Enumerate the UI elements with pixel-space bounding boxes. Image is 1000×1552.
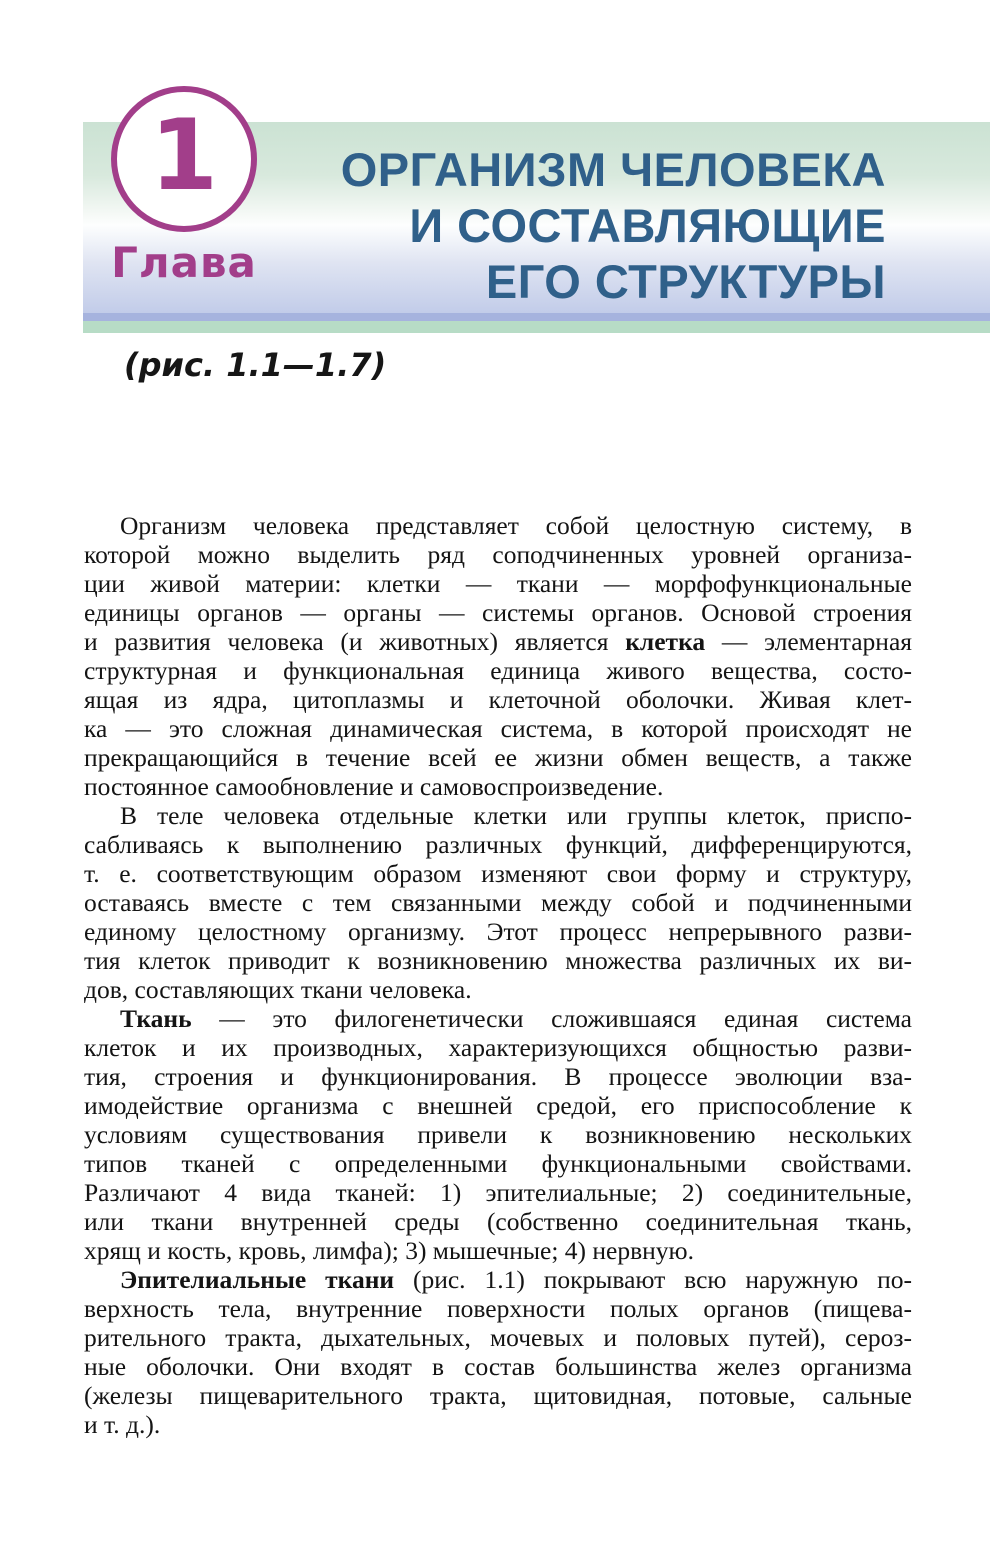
text-line: ящая из ядра, цитоплазмы и клеточной оболочки. Живая клет-: [84, 685, 912, 714]
text-line: Организм человека представляет собой целостную систему, в: [120, 511, 912, 540]
text-line: Ткань — это филогенетически сложившаяся единая система: [120, 1004, 912, 1033]
chapter-title-line-1: ОРГАНИЗМ ЧЕЛОВЕКА: [340, 143, 886, 196]
text-line: Эпителиальные ткани (рис. 1.1) покрывают всю наружную по-: [120, 1265, 912, 1294]
text-line: хрящ и кость, кровь, лимфа); 3) мышечные; 4) нервную.: [84, 1236, 694, 1265]
chapter-number-badge: [111, 86, 257, 232]
text-line: имодействие организма с внешней средой, его приспособление к: [84, 1091, 912, 1120]
text-line: дов, составляющих ткани человека.: [84, 975, 472, 1004]
text-line: В теле человека отдельные клетки или группы клеток, приспо-: [120, 801, 912, 830]
text-line: единому целостному организму. Этот процесс непрерывного разви-: [84, 917, 912, 946]
text-line: тия, строения и функционирования. В процессе эволюции вза-: [84, 1062, 912, 1091]
chapter-label: Глава: [111, 238, 257, 287]
text-line: сабливаясь к выполнению различных функций, дифференцируются,: [84, 830, 912, 859]
text-line: которой можно выделить ряд соподчиненных уровней организа-: [84, 540, 912, 569]
text-line: постоянное самообновление и самовоспроизведение.: [84, 772, 664, 801]
text-line: оставаясь вместе с тем связанными между собой и подчиненными: [84, 888, 912, 917]
chapter-title: [341, 142, 886, 310]
text-line: прекращающийся в течение всей ее жизни обмен веществ, а также: [84, 743, 912, 772]
figure-reference: (рис. 1.1—1.7): [124, 346, 387, 384]
text-line: тия клеток приводит к возникновению множества различных их ви-: [84, 946, 912, 975]
text-line: и т. д.).: [84, 1410, 161, 1439]
text-line: т. е. соответствующим образом изменяют свои форму и структуру,: [84, 859, 912, 888]
chapter-title-line-2: И СОСТАВЛЯЮЩИЕ: [409, 199, 886, 252]
banner-green-strip: [83, 321, 990, 333]
text-line: условиям существования привели к возникновению нескольких: [84, 1120, 912, 1149]
text-line: единицы органов — органы — системы органов. Основой строения: [84, 598, 912, 627]
chapter-number: 1: [149, 99, 219, 213]
text-line: или ткани внутренней среды (собственно соединительная ткань,: [84, 1207, 912, 1236]
text-line: ные оболочки. Они входят в состав большинства желез организма: [84, 1352, 912, 1381]
text-line: рительного тракта, дыхательных, мочевых и половых путей), сероз-: [84, 1323, 912, 1352]
banner-accent-band: [83, 313, 990, 321]
text-line: клеток и их производных, характеризующихся общностью разви-: [84, 1033, 912, 1062]
text-line: Различают 4 вида тканей: 1) эпителиальные; 2) соединительные,: [84, 1178, 912, 1207]
text-line: типов тканей с определенными функциональными свойствами.: [84, 1149, 912, 1178]
text-line: и развития человека (и животных) является клетка — элементарная: [84, 627, 912, 656]
text-line: ции живой материи: клетки — ткани — морфофункциональные: [84, 569, 912, 598]
text-line: верхность тела, внутренние поверхности полых органов (пищева-: [84, 1294, 912, 1323]
body-text: [84, 511, 912, 1439]
text-line: ка — это сложная динамическая система, в которой происходят не: [84, 714, 912, 743]
text-line: структурная и функциональная единица живого вещества, состо-: [84, 656, 912, 685]
chapter-title-line-3: ЕГО СТРУКТУРЫ: [485, 255, 886, 308]
text-line: (железы пищеварительного тракта, щитовидная, потовые, сальные: [84, 1381, 912, 1410]
